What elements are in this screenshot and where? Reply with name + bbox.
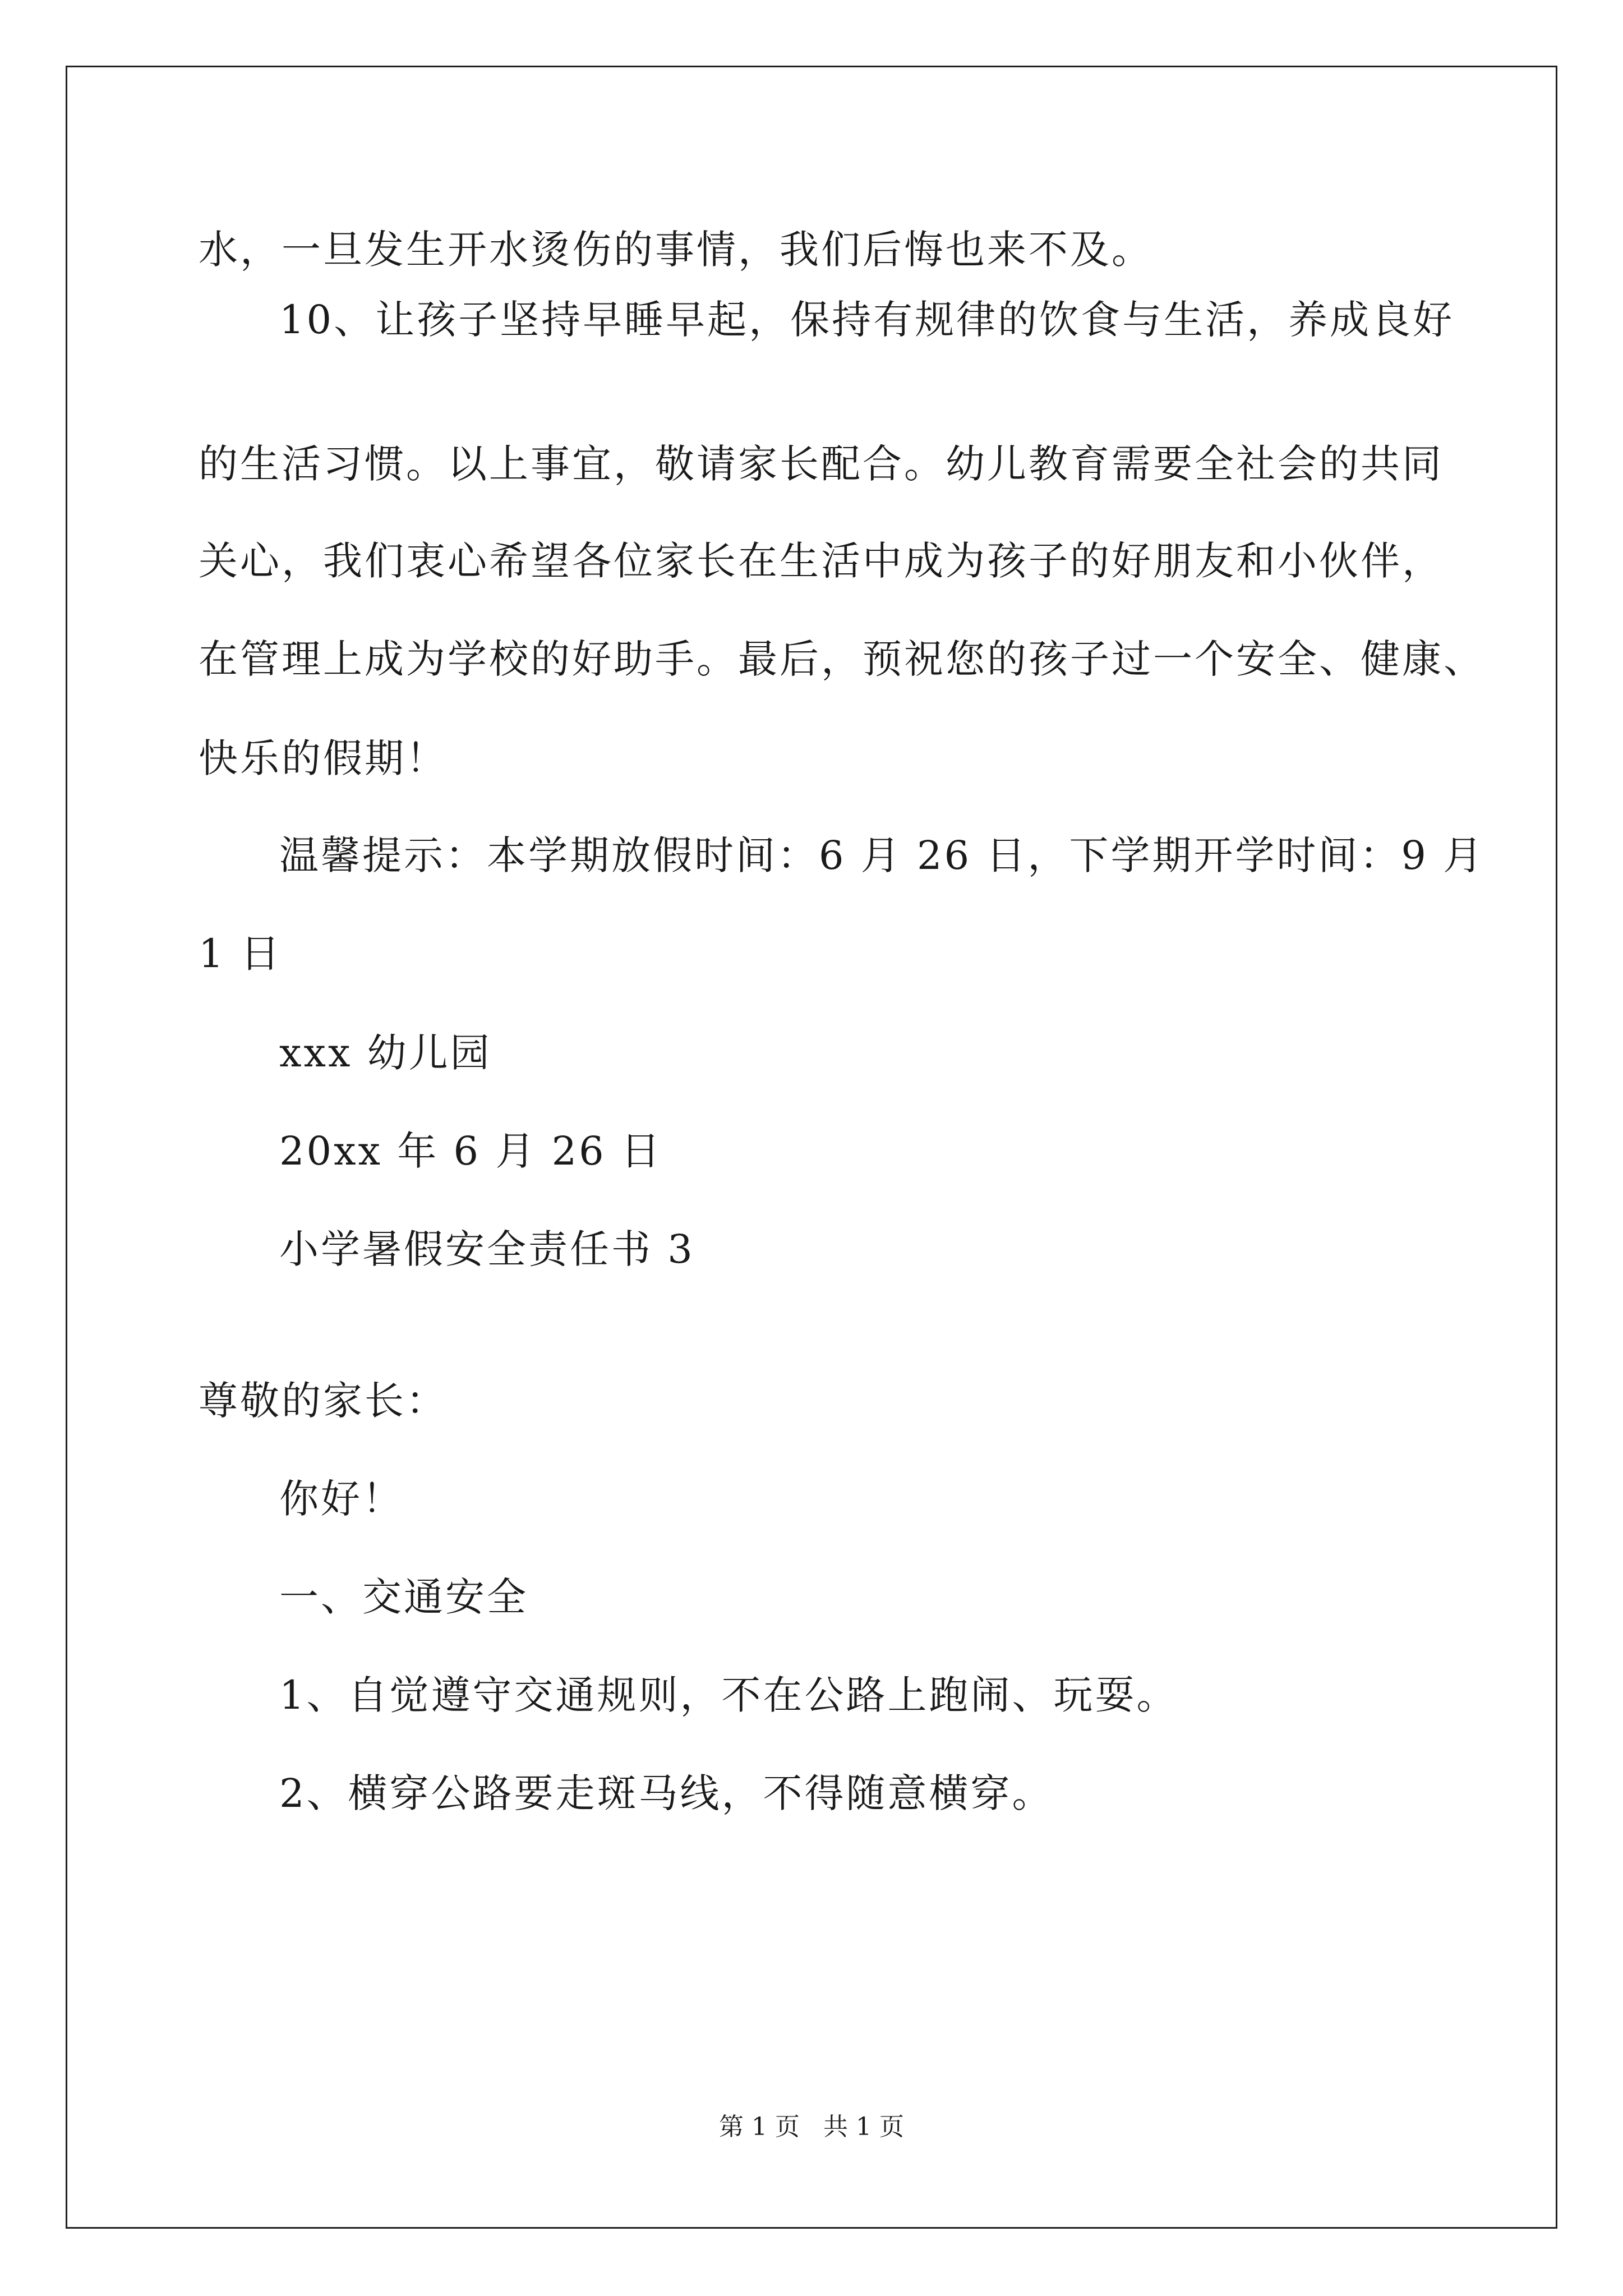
page-footer: 第 1 页 共 1 页 xyxy=(719,2113,904,2141)
body-line: 关心，我们衷心希望各位家长在生活中成为孩子的好朋友和小伙伴， xyxy=(199,538,1444,584)
body-line: 10、让孩子坚持早睡早起，保持有规律的饮食与生活，养成良好 xyxy=(279,297,1455,343)
body-line: 温馨提示：本学期放假时间：6 月 26 日，下学期开学时间：9 月 xyxy=(279,832,1485,878)
body-line: 水，一旦发生开水烫伤的事情，我们后悔也来不及。 xyxy=(199,227,1153,273)
body-line: 1 日 xyxy=(199,931,282,977)
section-heading: 一、交通安全 xyxy=(279,1574,528,1620)
section-title: 小学暑假安全责任书 3 xyxy=(279,1226,695,1272)
body-line: 在管理上成为学校的好助手。最后，预祝您的孩子过一个安全、健康、 xyxy=(199,636,1485,682)
greeting: 你好！ xyxy=(279,1476,404,1522)
salutation: 尊敬的家长： xyxy=(199,1378,448,1424)
list-item: 2、横穿公路要走斑马线，不得随意横穿。 xyxy=(279,1770,1054,1816)
body-line: 的生活习惯。以上事宜，敬请家长配合。幼儿教育需要全社会的共同 xyxy=(199,441,1444,487)
signature-date: 20xx 年 6 月 26 日 xyxy=(279,1128,662,1174)
list-item: 1、自觉遵守交通规则，不在公路上跑闹、玩耍。 xyxy=(279,1672,1178,1718)
signature-org: xxx 幼儿园 xyxy=(279,1030,492,1076)
body-line: 快乐的假期！ xyxy=(199,735,448,781)
